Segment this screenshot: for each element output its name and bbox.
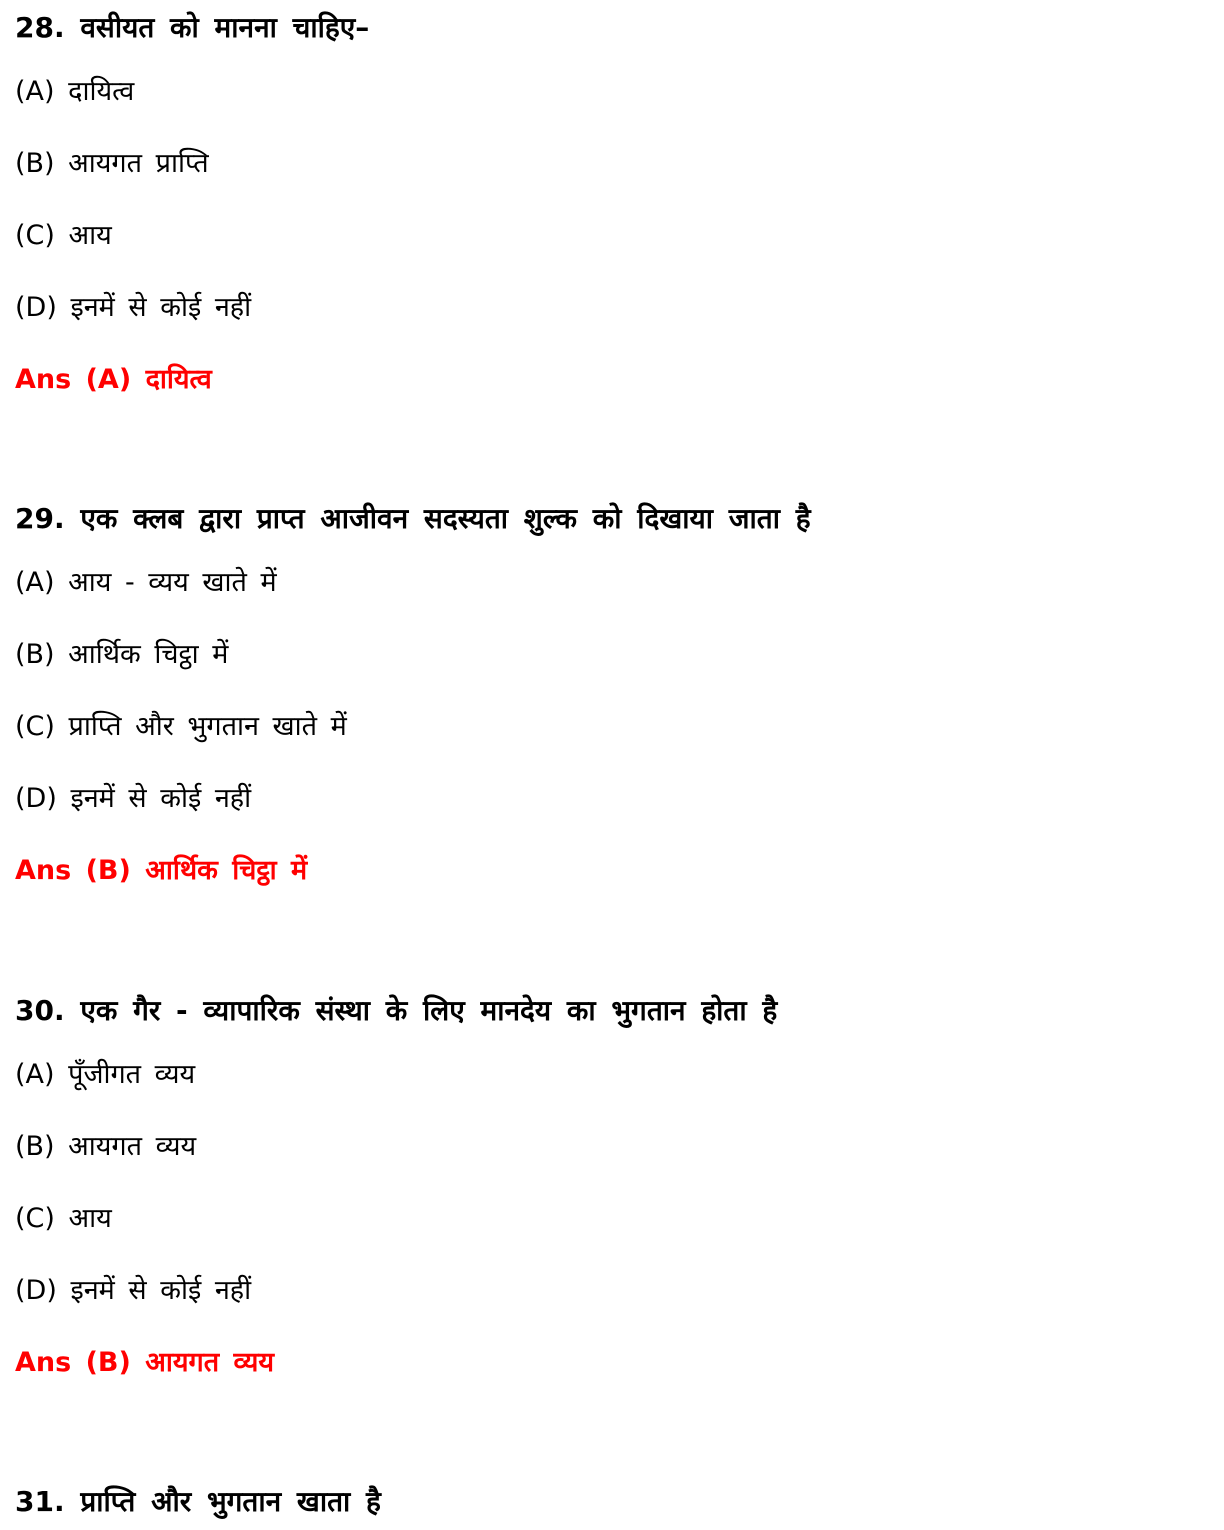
option-d: (D) इनमें से कोई नहीं bbox=[15, 1275, 252, 1306]
question-text: 31. प्राप्ति और भुगतान खाता है bbox=[15, 1485, 381, 1518]
question-text: 28. वसीयत को मानना चाहिए– bbox=[15, 11, 370, 44]
option-a: (A) आय - व्यय खाते में bbox=[15, 567, 277, 598]
question-31 bbox=[15, 1474, 381, 1530]
answer-text: Ans (A) दायित्व bbox=[15, 364, 212, 395]
option-a: (A) पूँजीगत व्यय bbox=[15, 1059, 196, 1090]
question-text: 30. एक गैर - व्यापारिक संस्था के लिए मानदेय का भुगतान होता है bbox=[15, 994, 778, 1027]
option-d: (D) इनमें से कोई नहीं bbox=[15, 783, 252, 814]
option-d: (D) इनमें से कोई नहीं bbox=[15, 292, 252, 323]
option-c: (C) प्राप्ति और भुगतान खाते में bbox=[15, 711, 347, 742]
question-29 bbox=[15, 491, 811, 907]
question-text: 29. एक क्लब द्वारा प्राप्त आजीवन सदस्यता शुल्क को दिखाया जाता है bbox=[15, 502, 811, 535]
option-c: (C) आय bbox=[15, 1203, 112, 1234]
answer-text: Ans (B) आयगत व्यय bbox=[15, 1347, 275, 1378]
option-c: (C) आय bbox=[15, 220, 112, 251]
option-b: (B) आयगत प्राप्ति bbox=[15, 148, 209, 179]
option-b: (B) आर्थिक चिट्ठा में bbox=[15, 639, 229, 670]
answer-text: Ans (B) आर्थिक चिट्ठा में bbox=[15, 855, 308, 886]
question-30 bbox=[15, 983, 777, 1399]
question-28 bbox=[15, 0, 369, 416]
option-a: (A) दायित्व bbox=[15, 76, 135, 107]
option-b: (B) आयगत व्यय bbox=[15, 1131, 197, 1162]
